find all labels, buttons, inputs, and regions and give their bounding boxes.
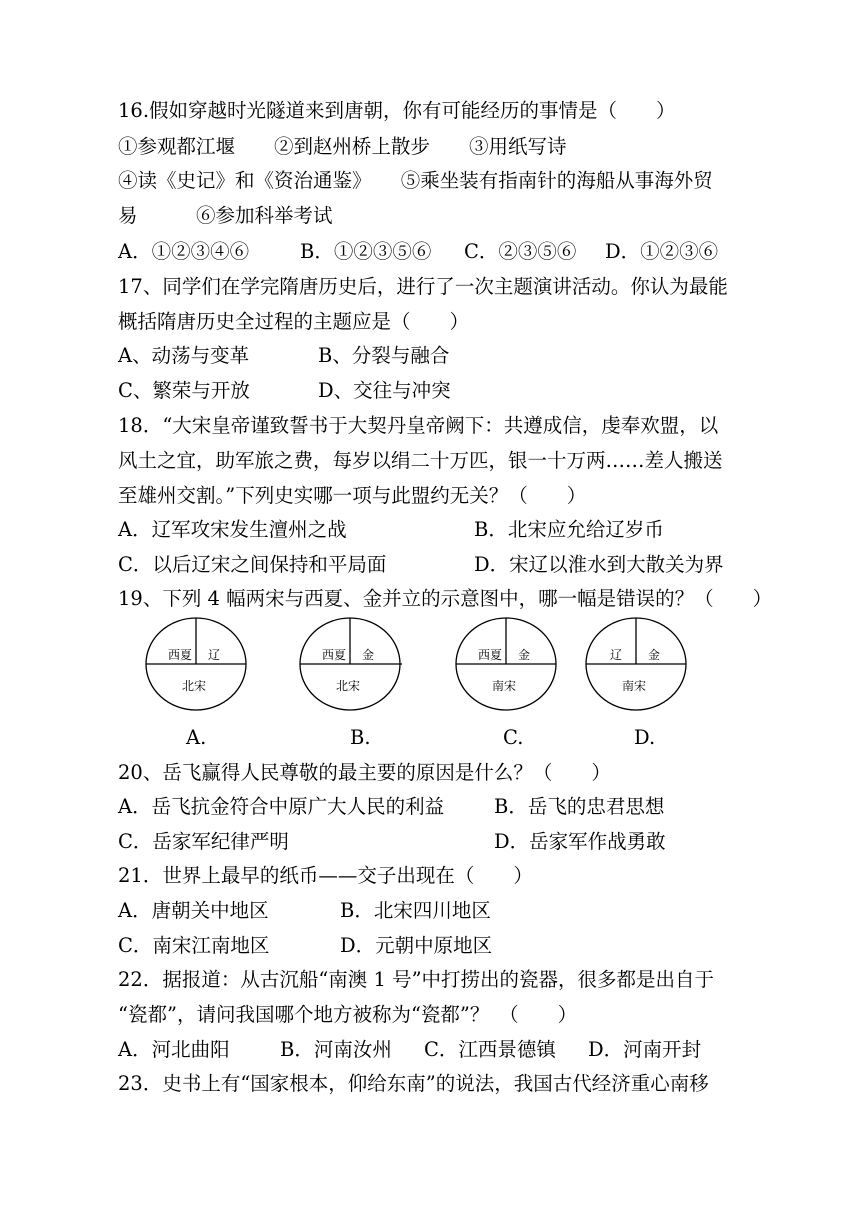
q18-option-a: A．辽军攻宋发生澶州之战 [118, 518, 347, 541]
q16-option-c: C．②③⑤⑥ [464, 240, 577, 263]
q19-map-b [298, 616, 402, 712]
map-a-bottom-label: 北宋 [182, 679, 207, 693]
map-c-outline [454, 616, 558, 712]
q17-stem-line1: 17、同学们在学完隋唐历史后，进行了一次主题演讲活动。你认为最能 [118, 275, 728, 298]
map-c-letter: C. [503, 726, 524, 749]
q22-option-b: B．河南汝州 [280, 1038, 392, 1061]
q16-stem: 16.假如穿越时光隧道来到唐朝，你有可能经历的事情是（ ） [118, 99, 676, 122]
q19-map-c [454, 616, 558, 712]
q16-items-line1: ①参观都江堰 ②到赵州桥上散步 ③用纸写诗 [118, 135, 567, 158]
map-c-top-right-label: 金 [518, 648, 531, 662]
map-b-bottom-label: 北宋 [336, 679, 361, 693]
map-b-top-right-label: 金 [362, 648, 375, 662]
map-d-top-right-label: 金 [648, 648, 661, 662]
map-b-outline [298, 616, 402, 712]
q21-stem: 21．世界上最早的纸币——交子出现在（ ） [118, 864, 533, 887]
q18-option-d: D．宋辽以淮水到大散关为界 [474, 553, 724, 576]
q17-option-b: B、分裂与融合 [318, 344, 450, 367]
q19-stem: 19、下列 4 幅两宋与西夏、金并立的示意图中，哪一幅是错误的？（ ） [118, 587, 773, 610]
map-c-top-left-label: 西夏 [478, 648, 503, 662]
q16-option-d: D．①②③⑥ [605, 240, 719, 263]
q21-option-d: D．元朝中原地区 [340, 934, 493, 957]
q16-option-a: A．①②③④⑥ [118, 240, 250, 263]
q21-option-a: A．唐朝关中地区 [118, 899, 269, 922]
map-d-outline [584, 616, 688, 712]
map-a-outline [144, 616, 248, 712]
q23-stem: 23．史书上有“国家根本，仰给东南”的说法，我国古代经济重心南移 [118, 1072, 709, 1095]
q18-stem-line3: 至雄州交割。”下列史实哪一项与此盟约无关？（ ） [118, 484, 587, 507]
map-a-letter: A. [186, 726, 207, 749]
map-b-top-left-label: 西夏 [322, 648, 347, 662]
q21-option-b: B．北宋四川地区 [340, 899, 491, 922]
q16-option-b: B．①②③⑤⑥ [300, 240, 432, 263]
map-b-letter: B. [350, 726, 371, 749]
q22-stem-line1: 22．据报道：从古沉船“南澳 1 号”中打捞出的瓷器，很多都是出自于 [118, 968, 715, 991]
q22-option-d: D．河南开封 [588, 1038, 702, 1061]
q20-option-c: C．岳家军纪律严明 [118, 830, 289, 853]
q17-option-d: D、交往与冲突 [318, 379, 451, 402]
q19-map-a [144, 616, 248, 712]
q22-stem-line2: “瓷都”，请问我国哪个地方被称为“瓷都”？ （ ） [118, 1003, 578, 1026]
q16-items-line2: ④读《史记》和《资治通鉴》 ⑤乘坐装有指南针的海船从事海外贸 [118, 169, 713, 192]
q18-stem-line2: 风土之宜，助军旅之费，每岁以绢二十万匹，银一十万两……差人搬送 [118, 449, 723, 472]
q20-option-b: B．岳飞的忠君思想 [494, 795, 665, 818]
q17-option-a: A、动荡与变革 [118, 344, 250, 367]
q22-option-a: A．河北曲阳 [118, 1038, 230, 1061]
q17-option-c: C、繁荣与开放 [118, 379, 250, 402]
q18-option-c: C．以后辽宋之间保持和平局面 [118, 553, 387, 576]
map-d-bottom-label: 南宋 [622, 679, 647, 693]
q22-option-c: C．江西景德镇 [424, 1038, 556, 1061]
map-d-letter: D. [634, 726, 656, 749]
map-d-top-left-label: 辽 [610, 648, 623, 662]
q16-items-line3: 易 ⑥参加科举考试 [118, 204, 333, 227]
q20-option-d: D．岳家军作战勇敢 [494, 830, 666, 853]
q20-stem: 20、岳飞赢得人民尊敬的最主要的原因是什么？（ ） [118, 761, 611, 784]
q18-stem-line1: 18．“大宋皇帝谨致誓书于大契丹皇帝阙下：共遵成信，虔奉欢盟，以 [118, 414, 719, 437]
q20-option-a: A．岳飞抗金符合中原广大人民的利益 [118, 795, 445, 818]
map-a-top-right-label: 辽 [208, 648, 221, 662]
q18-option-b: B．北宋应允给辽岁币 [474, 518, 664, 541]
q17-stem-line2: 概括隋唐历史全过程的主题应是（ ） [118, 310, 470, 333]
q19-map-d [584, 616, 688, 712]
q21-option-c: C．南宋江南地区 [118, 934, 270, 957]
map-a-top-left-label: 西夏 [168, 648, 193, 662]
map-c-bottom-label: 南宋 [492, 679, 517, 693]
q19-map-diagrams [140, 616, 700, 712]
